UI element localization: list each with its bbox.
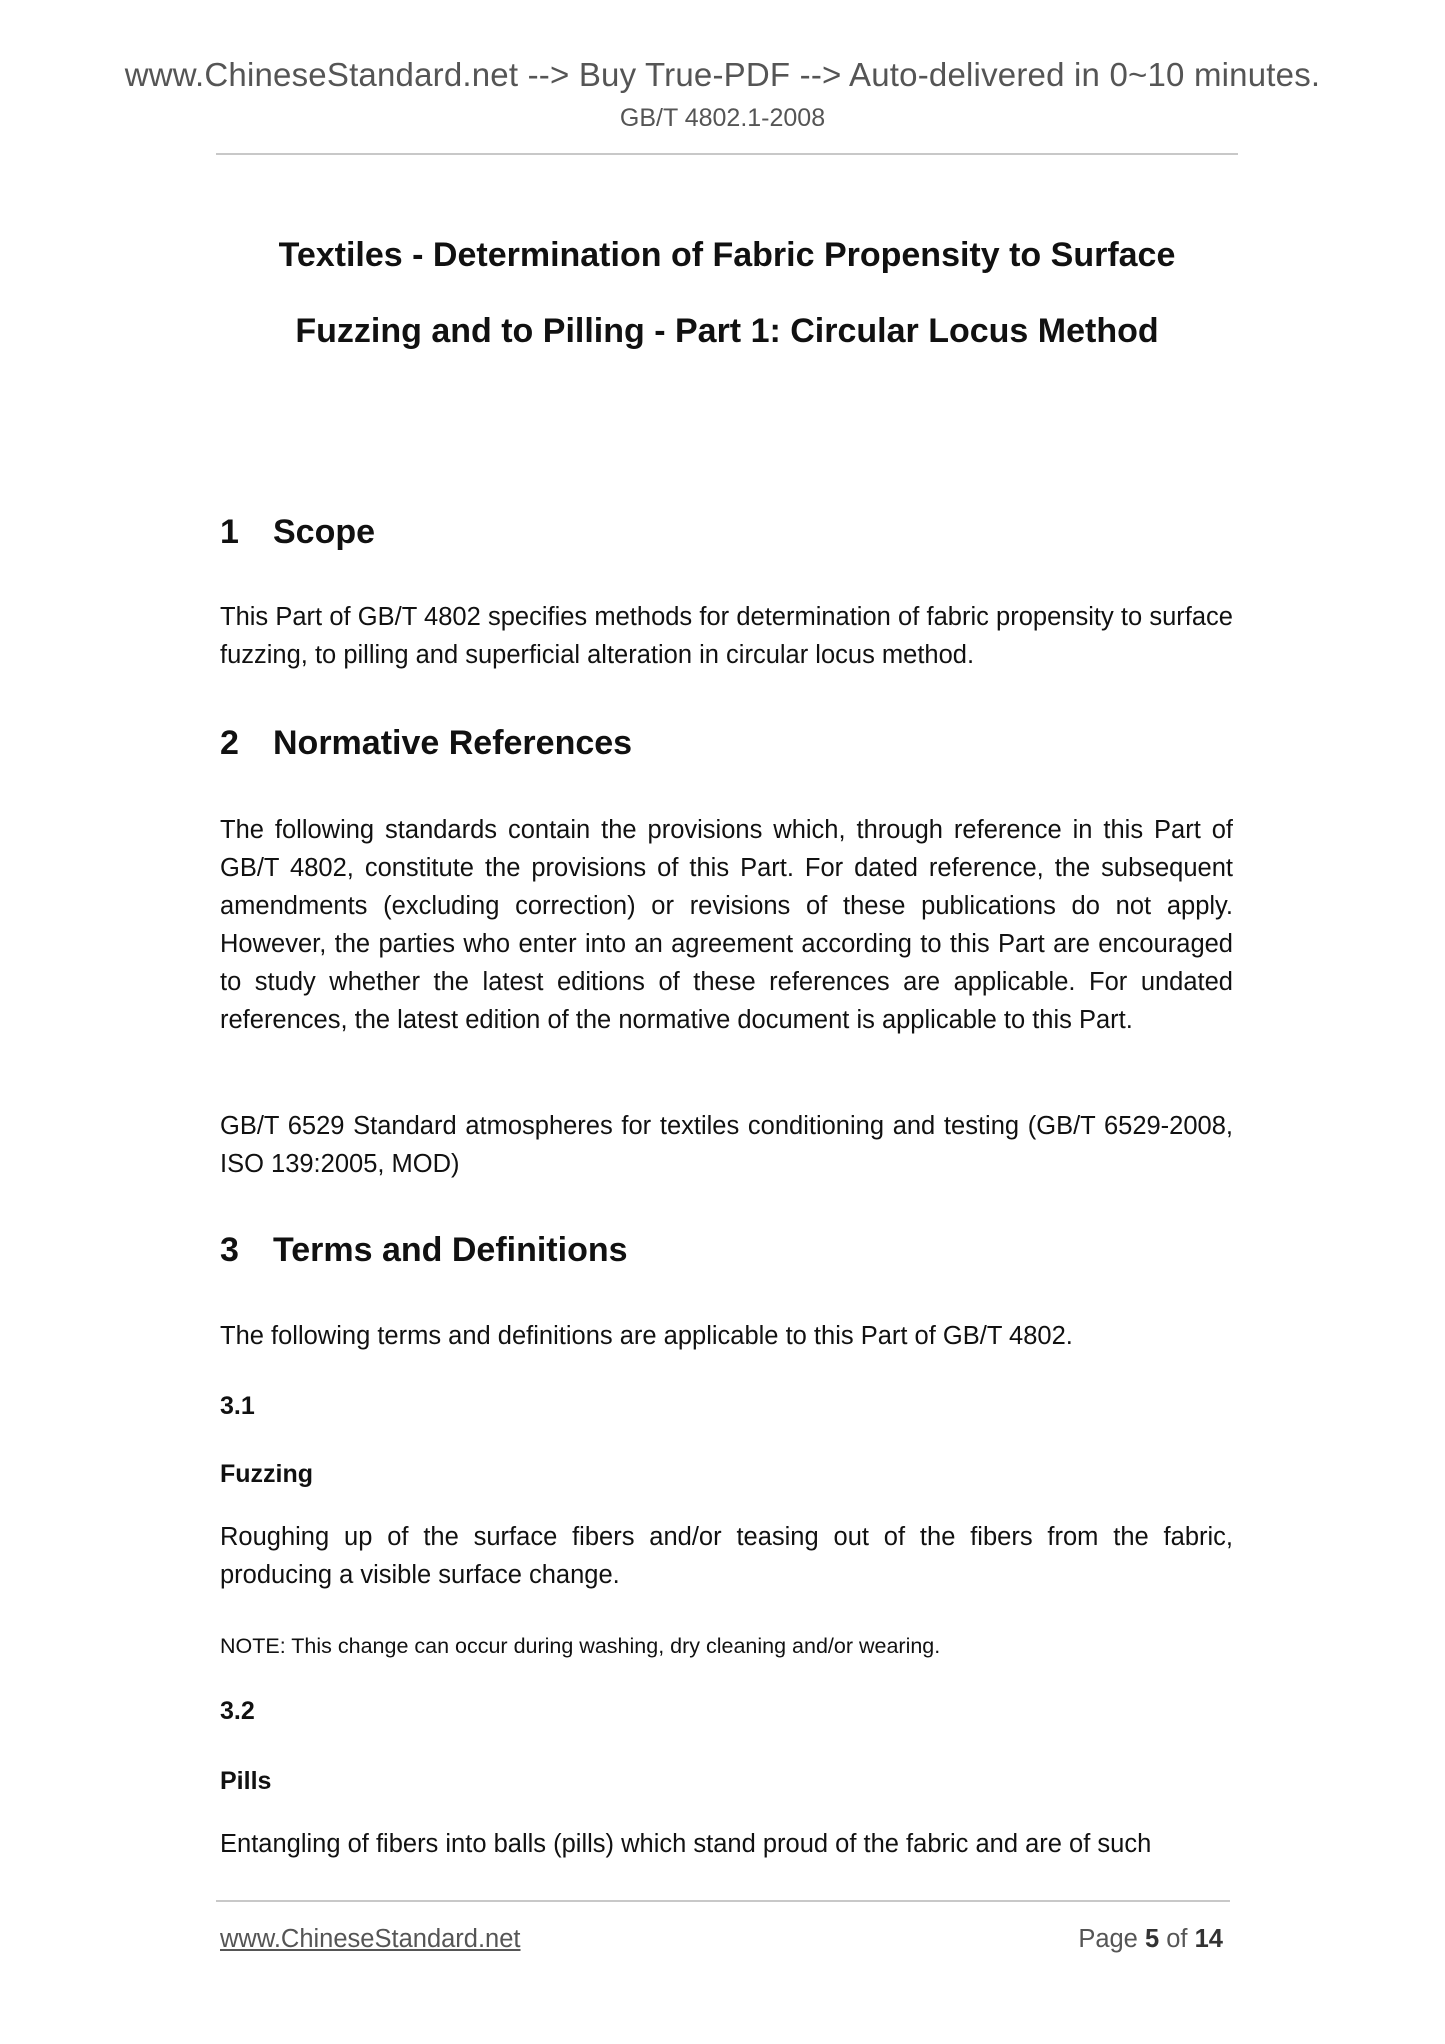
page-label: Page bbox=[1078, 1925, 1138, 1953]
footer-divider bbox=[216, 1900, 1230, 1902]
section-title: Scope bbox=[273, 513, 376, 551]
terms-intro: The following terms and definitions are applicable to this Part of GB/T 4802. bbox=[220, 1322, 1073, 1350]
page-total: 14 bbox=[1194, 1925, 1223, 1953]
term-pills: Pills bbox=[220, 1767, 272, 1795]
section-number: 2 bbox=[220, 724, 239, 762]
document-title-line-2: Fuzzing and to Pilling - Part 1: Circular Locus Method bbox=[295, 312, 1159, 350]
definition-pills: Entangling of fibers into balls (pills) which stand proud of the fabric and are of such bbox=[220, 1830, 1152, 1858]
section-2-heading bbox=[220, 724, 632, 763]
section-1-heading bbox=[220, 513, 375, 552]
note-fuzzing: NOTE: This change can occur during washing, dry cleaning and/or wearing. bbox=[220, 1634, 941, 1658]
header-standard-code: GB/T 4802.1-2008 bbox=[619, 104, 826, 132]
header-divider bbox=[216, 153, 1238, 155]
normative-paragraph: The following standards contain the provisions which, through reference in this Part of GB/T 4802, constitute the provisions of this Part. For dated reference, the subsequent amendments (excluding correction) or revisions of these publications do not apply. However, the parties who enter into an agreement according to this Part are encouraged to study whether the latest editions of these references are applicable. For undated references, the latest edition of the normative document is applicable to this Part. bbox=[220, 816, 1233, 1034]
clause-number-3-2: 3.2 bbox=[220, 1697, 255, 1725]
document-title-line-1: Textiles - Determination of Fabric Propensity to Surface bbox=[278, 236, 1176, 274]
term-fuzzing: Fuzzing bbox=[220, 1460, 314, 1488]
section-3-heading bbox=[220, 1231, 628, 1270]
footer-site-link[interactable]: www.ChineseStandard.net bbox=[220, 1925, 521, 1953]
normative-reference-entry: GB/T 6529 Standard atmospheres for textiles conditioning and testing (GB/T 6529-2008, ISO 139:2005, MOD) bbox=[220, 1112, 1233, 1178]
section-number: 1 bbox=[220, 513, 239, 551]
clause-number-3-1: 3.1 bbox=[220, 1392, 255, 1420]
scope-paragraph: This Part of GB/T 4802 specifies methods for determination of fabric propensity to surface fuzzing, to pilling and superficial alteration in circular locus method. bbox=[220, 603, 1233, 669]
section-title: Terms and Definitions bbox=[273, 1231, 628, 1269]
section-title: Normative References bbox=[273, 724, 633, 762]
header-banner: www.ChineseStandard.net --> Buy True-PDF --> Auto-delivered in 0~10 minutes. bbox=[124, 56, 1321, 93]
page-indicator bbox=[1078, 1925, 1223, 1954]
page-of-label: of bbox=[1166, 1925, 1188, 1953]
definition-fuzzing: Roughing up of the surface fibers and/or teasing out of the fibers from the fabric, producing a visible surface change. bbox=[220, 1523, 1233, 1589]
page-current: 5 bbox=[1144, 1925, 1160, 1953]
section-number: 3 bbox=[220, 1231, 239, 1269]
